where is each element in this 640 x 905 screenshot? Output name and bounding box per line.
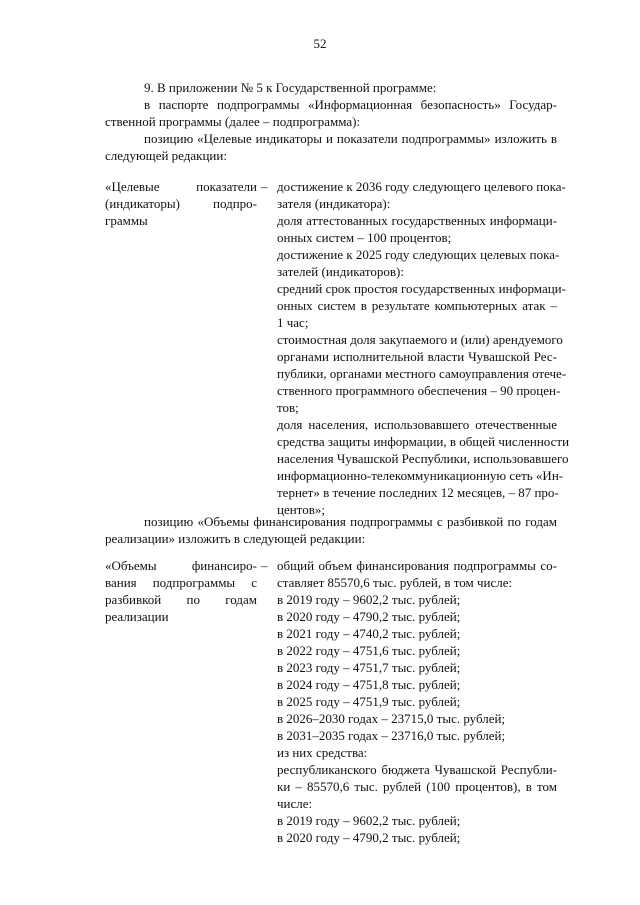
position2-text-line: в 2025 году – 4751,9 тыс. рублей;: [277, 694, 461, 709]
position2-dash: –: [261, 558, 268, 573]
intro-line: в паспорте подпрограммы «Информационная безопасность» Государ-: [144, 97, 557, 112]
position2-text-line: в 2023 году – 4751,7 тыс. рублей;: [277, 660, 461, 675]
intro-line: позицию «Целевые индикаторы и показатели подпрограммы» изложить в: [144, 131, 557, 146]
intro-line: следующей редакции:: [105, 148, 227, 163]
position1-label-line: (индикаторы) подпро-: [105, 196, 257, 211]
position2-text-line: в 2026–2030 годах – 23715,0 тыс. рублей;: [277, 711, 506, 726]
position1-text-line: центов»;: [277, 502, 325, 517]
position1-text-line: доля населения, использовавшего отечественные: [277, 417, 557, 432]
position2-text-line: в 2020 году – 4790,2 тыс. рублей;: [277, 830, 461, 845]
position2-text-line: в 2019 году – 9602,2 тыс. рублей;: [277, 813, 461, 828]
position1-text-line: зателя (индикатора):: [277, 196, 391, 211]
position2-text-line: числе:: [277, 796, 313, 811]
position2-text-line: республиканского бюджета Чувашской Республи-: [277, 762, 557, 777]
middle-line: реализации» изложить в следующей редакции:: [105, 531, 366, 546]
position1-text-line: онных систем в результате компьютерных атак –: [277, 298, 557, 313]
position2-text-line: ки – 85570,6 тыс. рублей (100 процентов), в том: [277, 779, 557, 794]
position2-text-line: в 2024 году – 4751,8 тыс. рублей;: [277, 677, 461, 692]
position2-label-line: вания подпрограммы с: [105, 575, 257, 590]
position2-label-line: разбивкой по годам: [105, 592, 257, 607]
intro-line: 9. В приложении № 5 к Государственной программе:: [144, 80, 437, 95]
position1-label-line: «Целевые показатели: [105, 179, 257, 194]
position1-text-line: достижение к 2036 году следующего целевого пока-: [277, 179, 566, 194]
position1-text-line: доля аттестованных государственных информаци-: [277, 213, 557, 228]
position1-text-line: населения Чувашской Республики, использовавшего: [277, 451, 569, 466]
position2-text-line: ставляет 85570,6 тыс. рублей, в том числе:: [277, 575, 513, 590]
position1-text-line: онных систем – 100 процентов;: [277, 230, 452, 245]
position2-text-line: в 2021 году – 4740,2 тыс. рублей;: [277, 626, 461, 641]
page-number: 52: [313, 36, 327, 51]
position1-text-line: публики, органами местного самоуправления отече-: [277, 366, 567, 381]
position1-text-line: зателей (индикаторов):: [277, 264, 404, 279]
position1-dash: –: [261, 179, 268, 194]
position2-text-line: в 2022 году – 4751,6 тыс. рублей;: [277, 643, 461, 658]
middle-line: позицию «Объемы финансирования подпрограммы с разбивкой по годам: [144, 514, 557, 529]
position2-text-line: общий объем финансирования подпрограммы со-: [277, 558, 557, 573]
position1-text-line: достижение к 2025 году следующих целевых пока-: [277, 247, 560, 262]
position2-label-line: реализации: [105, 609, 169, 624]
position1-text-line: тернет» в течение последних 12 месяцев, – 87 про-: [277, 485, 559, 500]
position1-text-line: ственного программного обеспечения – 90 процен-: [277, 383, 561, 398]
position2-text-line: в 2019 году – 9602,2 тыс. рублей;: [277, 592, 461, 607]
position2-text-line: из них средства:: [277, 745, 368, 760]
position2-text-line: в 2031–2035 годах – 23716,0 тыс. рублей;: [277, 728, 506, 743]
position1-text-line: тов;: [277, 400, 299, 415]
position1-label-line: граммы: [105, 213, 148, 228]
position2-label-line: «Объемы финансиро-: [105, 558, 257, 573]
position1-text-line: средства защиты информации, в общей численности: [277, 434, 570, 449]
position1-text-line: информационно-телекоммуникационную сеть «Ин-: [277, 468, 564, 483]
position1-text-line: органами исполнительной власти Чувашской Рес-: [277, 349, 557, 364]
position2-text-line: в 2020 году – 4790,2 тыс. рублей;: [277, 609, 461, 624]
position1-text-line: средний срок простоя государственных информаци-: [277, 281, 566, 296]
intro-line: ственной программы (далее – подпрограмма):: [105, 114, 361, 129]
position1-text-line: 1 час;: [277, 315, 309, 330]
position1-text-line: стоимостная доля закупаемого и (или) арендуемого: [277, 332, 563, 347]
